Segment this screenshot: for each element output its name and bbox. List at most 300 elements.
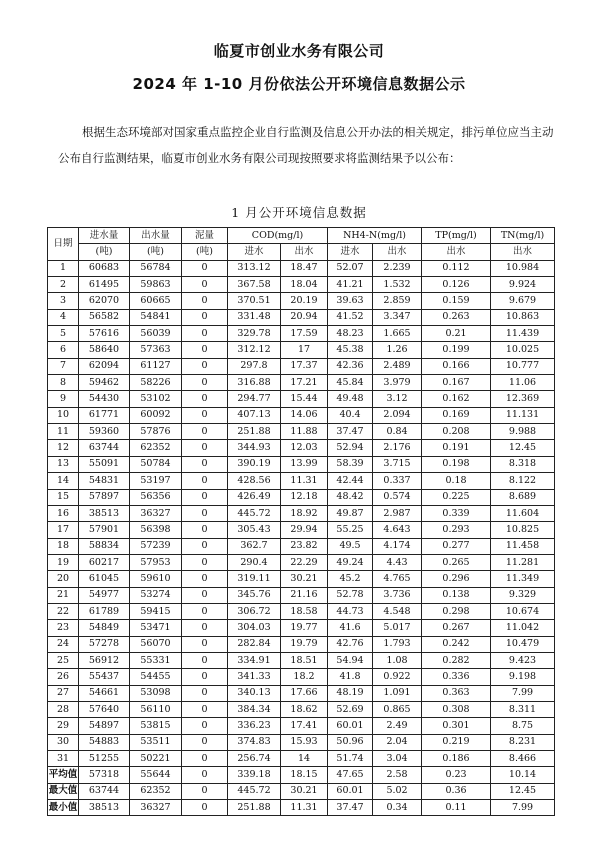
table-cell: 0	[182, 277, 228, 293]
table-cell: 0	[182, 734, 228, 750]
table-cell: 17.21	[281, 375, 328, 391]
table-cell: 4.548	[373, 603, 422, 619]
table-cell: 3.12	[373, 391, 422, 407]
table-cell: 312.12	[228, 342, 281, 358]
table-row	[48, 358, 555, 374]
header-outflow: 出水量	[130, 228, 182, 244]
table-cell: 13	[48, 456, 79, 472]
table-cell: 10.863	[491, 309, 555, 325]
table-cell: 16	[48, 505, 79, 521]
table-cell: 0	[182, 685, 228, 701]
header-tn-out: 出水	[491, 244, 555, 260]
table-cell: 0.263	[422, 309, 491, 325]
summary-row	[48, 783, 555, 799]
environment-data-table	[47, 227, 555, 816]
table-cell: 23.82	[281, 538, 328, 554]
table-cell: 24	[48, 636, 79, 652]
table-cell: 22	[48, 603, 79, 619]
table-row	[48, 701, 555, 717]
table-cell: 57640	[79, 701, 130, 717]
table-cell: 60.01	[328, 718, 373, 734]
table-cell: 57953	[130, 554, 182, 570]
table-cell: 11.458	[491, 538, 555, 554]
document-subtitle: 2024 年 1-10 月份依法公开环境信息数据公示	[132, 75, 466, 93]
table-cell: 0	[182, 342, 228, 358]
table-cell: 445.72	[228, 505, 281, 521]
table-cell: 11.439	[491, 326, 555, 342]
company-title: 临夏市创业水务有限公司	[213, 42, 385, 60]
table-cell: 0.159	[422, 293, 491, 309]
table-row	[48, 293, 555, 309]
table-cell: 61495	[79, 277, 130, 293]
table-cell: 0.36	[422, 783, 491, 799]
table-cell: 9.679	[491, 293, 555, 309]
table-cell: 54849	[79, 620, 130, 636]
table-cell: 0	[182, 489, 228, 505]
table-cell: 251.88	[228, 424, 281, 440]
table-cell: 50221	[130, 751, 182, 767]
table-cell: 59863	[130, 277, 182, 293]
header-tp-out: 出水	[422, 244, 491, 260]
table-cell: 3.347	[373, 309, 422, 325]
table-cell: 2.489	[373, 358, 422, 374]
table-cell: 8.231	[491, 734, 555, 750]
table-cell: 297.8	[228, 358, 281, 374]
table-cell: 336.23	[228, 718, 281, 734]
table-cell: 54.94	[328, 652, 373, 668]
table-cell: 251.88	[228, 800, 281, 816]
table-cell: 62352	[130, 783, 182, 799]
header-cod: COD(mg/l)	[228, 228, 328, 244]
table-cell: 18.04	[281, 277, 328, 293]
table-cell: 7.99	[491, 800, 555, 816]
table-cell: 0.84	[373, 424, 422, 440]
table-cell: 30.21	[281, 783, 328, 799]
table-cell: 11.31	[281, 473, 328, 489]
table-cell: 0.242	[422, 636, 491, 652]
header-date: 日期	[48, 228, 79, 261]
table-cell: 0.166	[422, 358, 491, 374]
table-cell: 1.08	[373, 652, 422, 668]
table-cell: 42.44	[328, 473, 373, 489]
table-cell: 10.777	[491, 358, 555, 374]
table-cell: 0.574	[373, 489, 422, 505]
table-cell: 8.318	[491, 456, 555, 472]
table-cell: 340.13	[228, 685, 281, 701]
table-cell: 56110	[130, 701, 182, 717]
header-sludge-unit: (吨)	[182, 244, 228, 260]
table-cell: 最大值	[48, 783, 79, 799]
table-cell: 19.79	[281, 636, 328, 652]
table-row	[48, 734, 555, 750]
table-cell: 56356	[130, 489, 182, 505]
table-cell: 44.73	[328, 603, 373, 619]
table-cell: 4.643	[373, 522, 422, 538]
table-cell: 41.52	[328, 309, 373, 325]
summary-row	[48, 767, 555, 783]
table-cell: 15.44	[281, 391, 328, 407]
table-cell: 370.51	[228, 293, 281, 309]
table-cell: 55644	[130, 767, 182, 783]
table-cell: 53274	[130, 587, 182, 603]
table-row	[48, 260, 555, 276]
table-cell: 0.293	[422, 522, 491, 538]
table-cell: 282.84	[228, 636, 281, 652]
table-cell: 53098	[130, 685, 182, 701]
table-cell: 最小值	[48, 800, 79, 816]
table-cell: 1.665	[373, 326, 422, 342]
table-cell: 57901	[79, 522, 130, 538]
table-cell: 9.329	[491, 587, 555, 603]
table-cell: 54897	[79, 718, 130, 734]
table-cell: 12.18	[281, 489, 328, 505]
table-cell: 17.41	[281, 718, 328, 734]
table-cell: 11.349	[491, 571, 555, 587]
table-cell: 0.301	[422, 718, 491, 734]
table-cell: 56784	[130, 260, 182, 276]
table-cell: 17.59	[281, 326, 328, 342]
table-cell: 62070	[79, 293, 130, 309]
table-cell: 54430	[79, 391, 130, 407]
table-cell: 3.736	[373, 587, 422, 603]
header-outflow-unit: (吨)	[130, 244, 182, 260]
table-cell: 61127	[130, 358, 182, 374]
table-cell: 48.42	[328, 489, 373, 505]
table-cell: 38513	[79, 505, 130, 521]
table-cell: 55331	[130, 652, 182, 668]
table-cell: 339.18	[228, 767, 281, 783]
table-cell: 0.198	[422, 456, 491, 472]
table-cell: 3.979	[373, 375, 422, 391]
table-cell: 58834	[79, 538, 130, 554]
table-row	[48, 489, 555, 505]
table-cell: 12.03	[281, 440, 328, 456]
table-cell: 10	[48, 407, 79, 423]
table-cell: 0.162	[422, 391, 491, 407]
header-cod-in: 进水	[228, 244, 281, 260]
header-nh4-out: 出水	[373, 244, 422, 260]
table-cell: 0.336	[422, 669, 491, 685]
table-cell: 31	[48, 751, 79, 767]
table-cell: 48.23	[328, 326, 373, 342]
table-row	[48, 277, 555, 293]
table-cell: 55091	[79, 456, 130, 472]
table-cell: 52.07	[328, 260, 373, 276]
header-tp: TP(mg/l)	[422, 228, 491, 244]
table-cell: 18	[48, 538, 79, 554]
table-cell: 55437	[79, 669, 130, 685]
table-cell: 0	[182, 603, 228, 619]
table-cell: 53511	[130, 734, 182, 750]
table-cell: 53815	[130, 718, 182, 734]
table-cell: 17	[48, 522, 79, 538]
table-row	[48, 636, 555, 652]
table-cell: 45.84	[328, 375, 373, 391]
table-cell: 319.11	[228, 571, 281, 587]
table-cell: 0.199	[422, 342, 491, 358]
table-cell: 9	[48, 391, 79, 407]
table-cell: 3.04	[373, 751, 422, 767]
table-cell: 10.025	[491, 342, 555, 358]
table-cell: 2.859	[373, 293, 422, 309]
table-cell: 57278	[79, 636, 130, 652]
summary-row	[48, 800, 555, 816]
table-cell: 51255	[79, 751, 130, 767]
table-cell: 19	[48, 554, 79, 570]
table-cell: 28	[48, 701, 79, 717]
table-cell: 2.094	[373, 407, 422, 423]
table-cell: 11.042	[491, 620, 555, 636]
table-row	[48, 424, 555, 440]
table-cell: 0.337	[373, 473, 422, 489]
table-cell: 2.49	[373, 718, 422, 734]
table-cell: 59462	[79, 375, 130, 391]
table-cell: 2.176	[373, 440, 422, 456]
table-cell: 4.765	[373, 571, 422, 587]
table-cell: 8.689	[491, 489, 555, 505]
table-cell: 52.69	[328, 701, 373, 717]
table-cell: 37.47	[328, 800, 373, 816]
table-cell: 17	[281, 342, 328, 358]
table-cell: 8.122	[491, 473, 555, 489]
table-cell: 54977	[79, 587, 130, 603]
table-cell: 56582	[79, 309, 130, 325]
table-cell: 0	[182, 424, 228, 440]
table-cell: 14	[281, 751, 328, 767]
table-cell: 0.191	[422, 440, 491, 456]
table-cell: 0.167	[422, 375, 491, 391]
table-cell: 9.988	[491, 424, 555, 440]
table-cell: 58226	[130, 375, 182, 391]
table-row	[48, 603, 555, 619]
table-cell: 7	[48, 358, 79, 374]
table-cell: 59610	[130, 571, 182, 587]
table-cell: 17.37	[281, 358, 328, 374]
table-cell: 4.43	[373, 554, 422, 570]
table-cell: 0.11	[422, 800, 491, 816]
table-cell: 0.21	[422, 326, 491, 342]
table-cell: 11.131	[491, 407, 555, 423]
table-cell: 45.38	[328, 342, 373, 358]
table-row	[48, 375, 555, 391]
table-cell: 18.15	[281, 767, 328, 783]
table-cell: 30.21	[281, 571, 328, 587]
table-cell: 329.78	[228, 326, 281, 342]
table-cell: 0	[182, 718, 228, 734]
table-cell: 4	[48, 309, 79, 325]
table-cell: 0	[182, 260, 228, 276]
table-cell: 0	[182, 783, 228, 799]
table-cell: 12.45	[491, 783, 555, 799]
table-cell: 2.04	[373, 734, 422, 750]
table-cell: 10.674	[491, 603, 555, 619]
table-cell: 2	[48, 277, 79, 293]
table-cell: 37.47	[328, 424, 373, 440]
intro-paragraph: 根据生态环境部对国家重点监控企业自行监测及信息公开办法的相关规定，排污单位应当主动公布自行监测结果，临夏市创业水务有限公司现按照要求将监测结果予以公布：	[58, 125, 554, 165]
table-cell: 25	[48, 652, 79, 668]
table-cell: 63744	[79, 440, 130, 456]
table-cell: 367.58	[228, 277, 281, 293]
table-row	[48, 309, 555, 325]
table-cell: 316.88	[228, 375, 281, 391]
table-cell: 0.225	[422, 489, 491, 505]
table-cell: 57616	[79, 326, 130, 342]
table-cell: 57876	[130, 424, 182, 440]
table-cell: 390.19	[228, 456, 281, 472]
table-cell: 0	[182, 751, 228, 767]
table-cell: 0	[182, 571, 228, 587]
table-cell: 51.74	[328, 751, 373, 767]
table-cell: 41.8	[328, 669, 373, 685]
table-row	[48, 391, 555, 407]
table-row	[48, 522, 555, 538]
table-cell: 11.281	[491, 554, 555, 570]
table-cell: 0.282	[422, 652, 491, 668]
table-cell: 60.01	[328, 783, 373, 799]
table-cell: 304.03	[228, 620, 281, 636]
table-row	[48, 505, 555, 521]
table-cell: 27	[48, 685, 79, 701]
table-cell: 9.423	[491, 652, 555, 668]
table-cell: 平均值	[48, 767, 79, 783]
table-cell: 30	[48, 734, 79, 750]
table-title: 1 月公开环境信息数据	[231, 205, 367, 220]
table-cell: 61771	[79, 407, 130, 423]
table-cell: 18.2	[281, 669, 328, 685]
table-cell: 0	[182, 375, 228, 391]
table-cell: 11.06	[491, 375, 555, 391]
header-nh4-in: 进水	[328, 244, 373, 260]
table-cell: 10.825	[491, 522, 555, 538]
table-cell: 2.987	[373, 505, 422, 521]
table-cell: 49.87	[328, 505, 373, 521]
table-cell: 20.94	[281, 309, 328, 325]
table-cell: 0	[182, 358, 228, 374]
table-cell: 0.18	[422, 473, 491, 489]
table-cell: 5	[48, 326, 79, 342]
table-row	[48, 342, 555, 358]
table-cell: 294.77	[228, 391, 281, 407]
table-cell: 2.239	[373, 260, 422, 276]
table-cell: 55.25	[328, 522, 373, 538]
table-cell: 0.298	[422, 603, 491, 619]
table-cell: 12.45	[491, 440, 555, 456]
table-cell: 19.77	[281, 620, 328, 636]
table-cell: 10.479	[491, 636, 555, 652]
table-cell: 1.793	[373, 636, 422, 652]
table-cell: 0.23	[422, 767, 491, 783]
table-cell: 29.94	[281, 522, 328, 538]
table-cell: 306.72	[228, 603, 281, 619]
table-cell: 0.296	[422, 571, 491, 587]
table-cell: 54841	[130, 309, 182, 325]
table-cell: 54661	[79, 685, 130, 701]
table-cell: 0	[182, 701, 228, 717]
table-cell: 56912	[79, 652, 130, 668]
table-cell: 57318	[79, 767, 130, 783]
table-cell: 0	[182, 293, 228, 309]
table-cell: 54455	[130, 669, 182, 685]
table-cell: 23	[48, 620, 79, 636]
table-cell: 8	[48, 375, 79, 391]
table-cell: 0	[182, 538, 228, 554]
table-cell: 0	[182, 522, 228, 538]
table-cell: 36327	[130, 800, 182, 816]
table-cell: 426.49	[228, 489, 281, 505]
table-cell: 59360	[79, 424, 130, 440]
table-cell: 50784	[130, 456, 182, 472]
table-cell: 11.31	[281, 800, 328, 816]
table-cell: 345.76	[228, 587, 281, 603]
table-cell: 0	[182, 587, 228, 603]
table-cell: 0	[182, 669, 228, 685]
table-cell: 1	[48, 260, 79, 276]
table-cell: 42.36	[328, 358, 373, 374]
table-cell: 61789	[79, 603, 130, 619]
table-row	[48, 587, 555, 603]
table-cell: 8.311	[491, 701, 555, 717]
table-cell: 38513	[79, 800, 130, 816]
table-row	[48, 685, 555, 701]
table-cell: 8.466	[491, 751, 555, 767]
table-row	[48, 326, 555, 342]
table-cell: 18.62	[281, 701, 328, 717]
table-cell: 50.96	[328, 734, 373, 750]
table-row	[48, 407, 555, 423]
table-cell: 49.48	[328, 391, 373, 407]
table-cell: 0.265	[422, 554, 491, 570]
table-cell: 61045	[79, 571, 130, 587]
table-cell: 15	[48, 489, 79, 505]
table-cell: 53102	[130, 391, 182, 407]
table-cell: 0.922	[373, 669, 422, 685]
table-cell: 53197	[130, 473, 182, 489]
header-cod-out: 出水	[281, 244, 328, 260]
table-cell: 62352	[130, 440, 182, 456]
table-cell: 58640	[79, 342, 130, 358]
table-cell: 54883	[79, 734, 130, 750]
table-cell: 52.78	[328, 587, 373, 603]
table-cell: 0	[182, 505, 228, 521]
table-cell: 48.19	[328, 685, 373, 701]
table-cell: 331.48	[228, 309, 281, 325]
table-cell: 305.43	[228, 522, 281, 538]
table-cell: 5.02	[373, 783, 422, 799]
header-row-1	[48, 228, 555, 244]
table-cell: 4.174	[373, 538, 422, 554]
table-cell: 12	[48, 440, 79, 456]
table-cell: 20.19	[281, 293, 328, 309]
table-cell: 374.83	[228, 734, 281, 750]
table-cell: 57239	[130, 538, 182, 554]
table-cell: 1.532	[373, 277, 422, 293]
table-row	[48, 440, 555, 456]
table-cell: 9.198	[491, 669, 555, 685]
table-cell: 341.33	[228, 669, 281, 685]
table-cell: 56398	[130, 522, 182, 538]
table-cell: 60092	[130, 407, 182, 423]
table-cell: 14	[48, 473, 79, 489]
table-cell: 22.29	[281, 554, 328, 570]
table-cell: 59415	[130, 603, 182, 619]
table-cell: 40.4	[328, 407, 373, 423]
table-cell: 0	[182, 473, 228, 489]
table-cell: 290.4	[228, 554, 281, 570]
table-cell: 49.5	[328, 538, 373, 554]
header-nh4: NH4-N(mg/l)	[328, 228, 422, 244]
table-cell: 15.93	[281, 734, 328, 750]
table-cell: 407.13	[228, 407, 281, 423]
